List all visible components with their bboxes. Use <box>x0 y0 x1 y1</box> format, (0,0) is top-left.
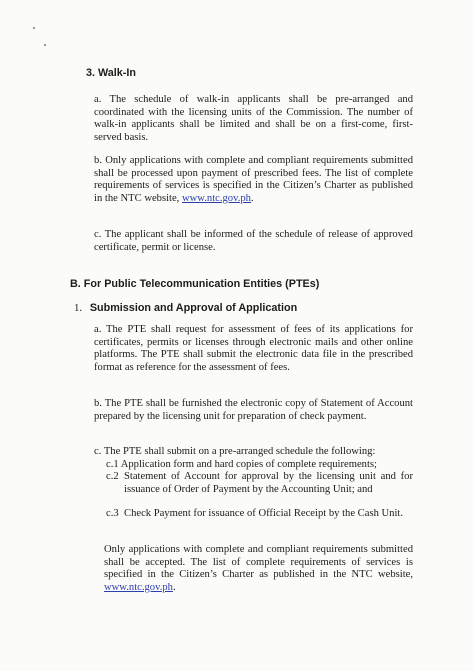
pte-subitem-c1 <box>106 459 413 472</box>
item-label: b. <box>94 155 102 166</box>
pte-item-b <box>94 398 413 423</box>
item-text-end: . <box>250 192 254 204</box>
subsection-number: 1. <box>74 302 83 314</box>
section-heading-ptes: B. For Public Telecommunication Entities (PTEs) <box>70 278 320 290</box>
item-label: c. <box>94 446 102 457</box>
closing-text: Only applications with complete and compliant requirements submitted shall be accepted. The list of complete requirements of services is specified in the Citizen’s Charter as published in the NTC website, <box>104 544 413 581</box>
subitem-label: c.2 <box>106 471 119 482</box>
subsection-heading-submission <box>74 302 297 315</box>
scan-speck <box>44 44 46 46</box>
item-text: Only applications with complete and compliant requirements submitted shall be processed upon payment of prescribed fees. The list of complete requirements of services is specified in the Citizen’s Charter as published in the NTC website, <box>94 155 413 204</box>
closing-text-end: . <box>172 581 176 593</box>
item-text: The PTE shall be furnished the electronic copy of Statement of Account prepared by the licensing unit for preparation of check payment. <box>94 398 413 422</box>
walk-in-item-b <box>94 155 413 205</box>
subitem-text: Check Payment for issuance of Official Receipt by the Cash Unit. <box>124 508 403 519</box>
ntc-website-link[interactable]: www.ntc.gov.ph <box>181 192 251 204</box>
item-label: c. <box>94 229 102 240</box>
pte-item-a <box>94 324 413 374</box>
item-label: a. <box>94 94 102 105</box>
walk-in-item-c <box>94 229 413 254</box>
item-text: The PTE shall submit on a pre-arranged schedule the following: <box>103 446 376 457</box>
pte-item-c <box>94 446 413 459</box>
item-label: a. <box>94 324 102 335</box>
walk-in-item-a <box>94 94 413 144</box>
item-text: The schedule of walk-in applicants shall be pre-arranged and coordinated with the licensing units of the Commission. The number of walk-in applicants shall be limited and shall be on a first-come, first-served basis. <box>94 94 413 143</box>
item-label: b. <box>94 398 102 409</box>
item-text: The PTE shall request for assessment of fees of its applications for certificates, permits or licenses through electronic mails and other online platforms. The PTE shall submit the electronic data file in the prescribed format as reference for the assessment of fees. <box>94 324 413 373</box>
pte-subitem-c3 <box>106 508 413 521</box>
pte-closing-paragraph <box>104 544 413 594</box>
subsection-title: Submission and Approval of Application <box>89 302 298 314</box>
subitem-label: c.3 <box>106 508 119 519</box>
subitem-label: c.1 <box>106 459 119 470</box>
subitem-text: Statement of Account for approval by the licensing unit and for issuance of Order of Payment by the Accounting Unit; and <box>124 471 413 495</box>
scan-speck <box>33 27 35 29</box>
pte-subitem-c2 <box>106 471 413 496</box>
section-heading-walk-in: 3. Walk-In <box>86 67 136 79</box>
ntc-website-link[interactable]: www.ntc.gov.ph <box>104 581 173 593</box>
subitem-text: Application form and hard copies of complete requirements; <box>120 459 377 470</box>
item-text: The applicant shall be informed of the schedule of release of approved certificate, permit or license. <box>94 229 413 253</box>
